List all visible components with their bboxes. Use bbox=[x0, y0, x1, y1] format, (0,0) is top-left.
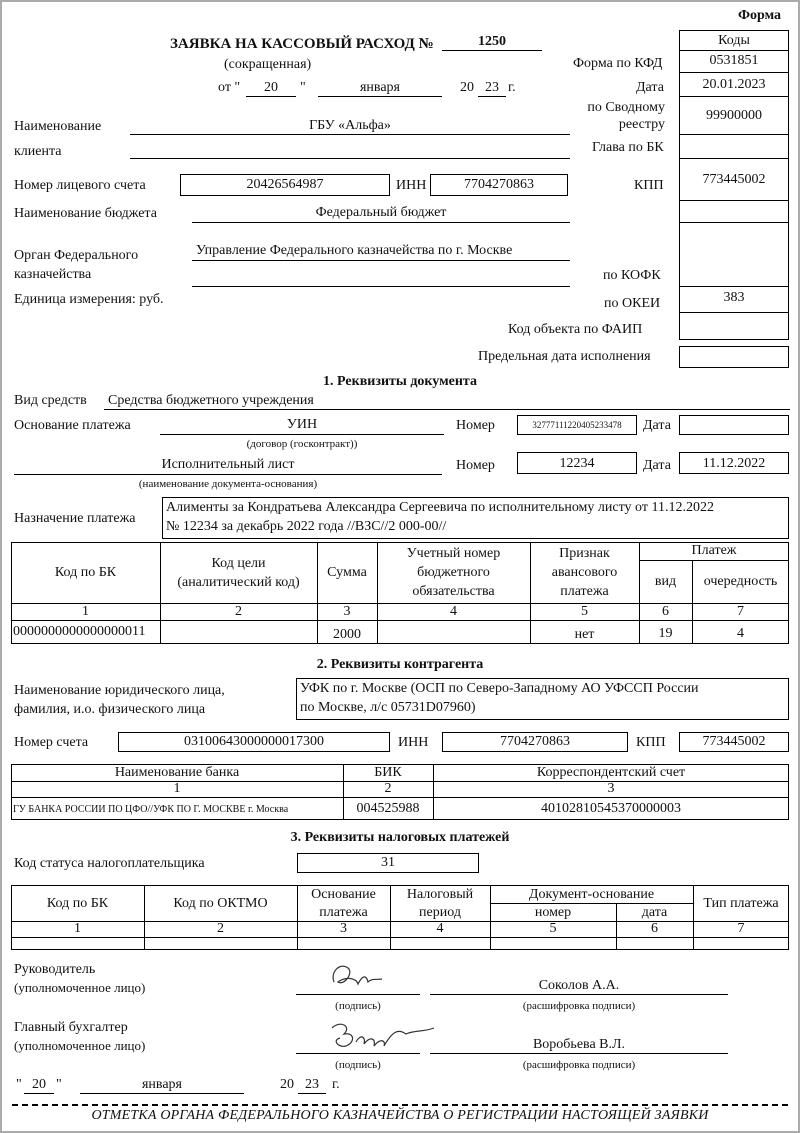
num-3: 3 bbox=[343, 604, 351, 619]
contract-caption: (договор (госконтракт)) bbox=[246, 438, 358, 450]
col-adv-3: платежа bbox=[560, 584, 609, 599]
acc-label-1: Главный бухгалтер bbox=[14, 1020, 128, 1035]
uin-label: УИН bbox=[286, 417, 318, 432]
organ-label-1: Орган Федерального bbox=[14, 248, 139, 263]
code-kfd: 0531851 bbox=[709, 53, 759, 68]
num-5: 5 bbox=[581, 604, 588, 619]
col-target-2: (аналитический код) bbox=[177, 575, 300, 590]
organ-label-2: казначейства bbox=[14, 267, 92, 282]
page-title: ЗАЯВКА НА КАССОВЫЙ РАСХОД № bbox=[170, 36, 434, 52]
col-adv-2: авансового bbox=[551, 565, 618, 580]
bank-num-1: 1 bbox=[173, 781, 181, 796]
head-decode-caption: (расшифровка подписи) bbox=[522, 1000, 636, 1012]
counterparty-label-1: Наименование юридического лица, bbox=[14, 683, 225, 698]
tax-col-doc: Документ-основание bbox=[528, 887, 655, 902]
code-date: 20.01.2023 bbox=[702, 77, 766, 92]
tax-num-2: 2 bbox=[217, 921, 224, 936]
deadline-label: Предельная дата исполнения bbox=[478, 349, 651, 364]
date-prefix: от " bbox=[218, 80, 241, 95]
doc-number-label: Номер bbox=[456, 458, 495, 473]
date-month: января bbox=[359, 80, 400, 95]
tax-col-basis-2: платежа bbox=[319, 905, 368, 920]
code-svod: 99900000 bbox=[706, 108, 762, 123]
acc-signature bbox=[326, 1016, 438, 1058]
num-7: 7 bbox=[737, 604, 744, 619]
head-label-1: Руководитель bbox=[14, 962, 96, 977]
section3-title: 3. Реквизиты налоговых платежей bbox=[290, 830, 510, 845]
kfd-label: Форма по КФД bbox=[573, 56, 663, 71]
bank-num-3: 3 bbox=[607, 781, 615, 796]
tax-col-period-1: Налоговый bbox=[406, 887, 474, 902]
sig-date-quote-open: " bbox=[16, 1077, 22, 1092]
tax-num-3: 3 bbox=[340, 921, 347, 936]
doc-number: 12234 bbox=[559, 456, 595, 471]
client-label-2: клиента bbox=[14, 144, 62, 159]
row-kbk: 0000000000000000011 bbox=[13, 624, 146, 639]
uin-number: 32777111220405233478 bbox=[532, 420, 622, 430]
unit-label: Единица измерения: руб. bbox=[14, 292, 164, 307]
num-1: 1 bbox=[82, 604, 89, 619]
subtitle: (сокращенная) bbox=[224, 57, 312, 72]
cp-inn-label: ИНН bbox=[398, 735, 429, 750]
bank-corr: 40102810545370000003 bbox=[541, 801, 681, 816]
kofk-label: по КОФК bbox=[603, 268, 661, 283]
num-2: 2 bbox=[235, 604, 242, 619]
acc-decode-caption: (расшифровка подписи) bbox=[522, 1059, 636, 1071]
tax-num-4: 4 bbox=[436, 921, 444, 936]
head-signature bbox=[326, 958, 388, 996]
funds-label: Вид средств bbox=[14, 393, 87, 408]
num-4: 4 bbox=[450, 604, 457, 619]
sig-date-year-prefix: 20 bbox=[280, 1077, 294, 1092]
glava-label: Глава по БК bbox=[592, 140, 664, 155]
sig-date-quote-close: " bbox=[56, 1077, 62, 1092]
doc-date: 11.12.2022 bbox=[702, 456, 766, 471]
row-sum: 2000 bbox=[333, 627, 361, 642]
account-label: Номер лицевого счета bbox=[14, 178, 146, 193]
col-obl-1: Учетный номер bbox=[406, 546, 501, 561]
sig-date-year: 23 bbox=[305, 1077, 319, 1092]
inn-label: ИНН bbox=[396, 178, 427, 193]
form-label: Форма bbox=[738, 8, 782, 23]
head-label-2: (уполномоченное лицо) bbox=[14, 980, 146, 995]
col-adv-1: Признак bbox=[559, 546, 610, 561]
num-6: 6 bbox=[662, 604, 669, 619]
status-label: Код статуса налогоплательщика bbox=[14, 856, 205, 871]
col-sum: Сумма bbox=[327, 565, 367, 580]
col-type: вид bbox=[654, 574, 677, 589]
cp-kpp: 773445002 bbox=[702, 734, 766, 749]
code-kpp: 773445002 bbox=[702, 172, 766, 187]
uin-date-label: Дата bbox=[643, 418, 671, 433]
code-okei: 383 bbox=[723, 290, 745, 305]
budget-label: Наименование бюджета bbox=[14, 206, 157, 221]
section1-title: 1. Реквизиты документа bbox=[323, 374, 477, 389]
bank-num-2: 2 bbox=[384, 781, 392, 796]
bik-col: БИК bbox=[374, 765, 402, 780]
row-type: 19 bbox=[658, 626, 673, 641]
purpose-label: Назначение платежа bbox=[14, 511, 136, 526]
doc-name: Исполнительный лист bbox=[161, 457, 295, 472]
tax-col-basis-1: Основание bbox=[311, 887, 376, 902]
col-target-1: Код цели bbox=[211, 556, 266, 571]
sig-date-year-unit: г. bbox=[332, 1077, 340, 1092]
purpose-line-1: Алименты за Кондратьева Александра Сергеевича по исполнительному листу от 11.12.2022 bbox=[166, 500, 714, 515]
date-year-prefix: 20 bbox=[460, 80, 474, 95]
tax-col-type: Тип платежа bbox=[703, 896, 779, 911]
cp-inn: 7704270863 bbox=[500, 734, 570, 749]
sig-date-month: января bbox=[141, 1077, 182, 1092]
tax-col-doc-date: дата bbox=[641, 905, 668, 920]
tax-col-period-2: период bbox=[419, 905, 461, 920]
client-name: ГБУ «Альфа» bbox=[309, 118, 391, 133]
doc-caption: (наименование документа-основания) bbox=[138, 478, 318, 490]
account-number: 20426564987 bbox=[246, 177, 324, 192]
head-sign-caption: (подпись) bbox=[335, 1000, 381, 1012]
inn-value: 7704270863 bbox=[464, 177, 534, 192]
counterparty-line-2: по Москве, л/с 05731D07960) bbox=[300, 700, 476, 715]
codes-header: Коды bbox=[718, 33, 750, 48]
col-payment: Платеж bbox=[691, 543, 737, 558]
col-obl-2: бюджетного bbox=[417, 565, 490, 580]
tax-col-doc-num: номер bbox=[534, 905, 572, 920]
faip-label: Код объекта по ФАИП bbox=[508, 322, 643, 337]
date-year: 23 bbox=[485, 80, 499, 95]
acc-name: Воробьева В.Л. bbox=[532, 1037, 626, 1052]
footer-note: ОТМЕТКА ОРГАНА ФЕДЕРАЛЬНОГО КАЗНАЧЕЙСТВА О РЕГИСТРАЦИИ НАСТОЯЩЕЙ ЗАЯВКИ bbox=[91, 1108, 709, 1123]
cp-account-label: Номер счета bbox=[14, 735, 89, 750]
bank-name: ГУ БАНКА РОССИИ ПО ЦФО//УФК ПО Г. МОСКВЕ г. Москва bbox=[13, 804, 289, 815]
col-order: очередность bbox=[703, 574, 778, 589]
date-quote: " bbox=[300, 80, 306, 95]
counterparty-line-1: УФК по г. Москве (ОСП по Северо-Западному АО УФССП России bbox=[300, 681, 699, 696]
tax-col-kbk: Код по БК bbox=[46, 896, 109, 911]
row-adv: нет bbox=[574, 627, 595, 642]
request-number: 1250 bbox=[478, 34, 506, 49]
bank-bik: 004525988 bbox=[356, 801, 420, 816]
tax-col-oktmo: Код по ОКТМО bbox=[173, 896, 268, 911]
doc-date-label: Дата bbox=[643, 458, 671, 473]
kpp-label: КПП bbox=[634, 178, 664, 193]
tax-num-5: 5 bbox=[549, 921, 557, 936]
cp-kpp-label: КПП bbox=[636, 735, 666, 750]
bank-col: Наименование банка bbox=[114, 765, 240, 780]
corr-col: Корреспондентский счет bbox=[536, 765, 686, 780]
tax-num-7: 7 bbox=[737, 921, 745, 936]
tax-num-6: 6 bbox=[651, 921, 658, 936]
basis-label: Основание платежа bbox=[14, 418, 131, 433]
okei-label: по ОКЕИ bbox=[604, 296, 661, 311]
funds-value: Средства бюджетного учреждения bbox=[108, 393, 314, 408]
deadline-box bbox=[679, 346, 789, 368]
uin-number-label: Номер bbox=[456, 418, 495, 433]
row-order: 4 bbox=[737, 626, 744, 641]
date-day: 20 bbox=[264, 80, 278, 95]
col-obl-3: обязательства bbox=[412, 584, 495, 599]
date-year-unit: г. bbox=[508, 80, 516, 95]
purpose-line-2: № 12234 за декабрь 2022 года //ВЗС//2 000-00// bbox=[166, 519, 447, 534]
status-value: 31 bbox=[381, 855, 395, 870]
acc-sign-caption: (подпись) bbox=[335, 1059, 381, 1071]
sig-date-day: 20 bbox=[32, 1077, 46, 1092]
svod-label: по Сводному реестру bbox=[587, 100, 665, 132]
acc-label-2: (уполномоченное лицо) bbox=[14, 1038, 146, 1053]
tax-num-1: 1 bbox=[74, 921, 81, 936]
cp-account: 03100643000000017300 bbox=[184, 734, 324, 749]
footer-divider bbox=[12, 1104, 788, 1106]
client-label-1: Наименование bbox=[14, 119, 102, 134]
date-label: Дата bbox=[636, 80, 664, 95]
counterparty-label-2: фамилия, и.о. физического лица bbox=[14, 702, 206, 717]
budget-name: Федеральный бюджет bbox=[315, 205, 447, 220]
section2-title: 2. Реквизиты контрагента bbox=[316, 657, 484, 672]
head-name: Соколов А.А. bbox=[538, 978, 620, 993]
col-kbk: Код по БК bbox=[54, 565, 117, 580]
organ-name: Управление Федерального казначейства по г. Москве bbox=[196, 243, 513, 258]
